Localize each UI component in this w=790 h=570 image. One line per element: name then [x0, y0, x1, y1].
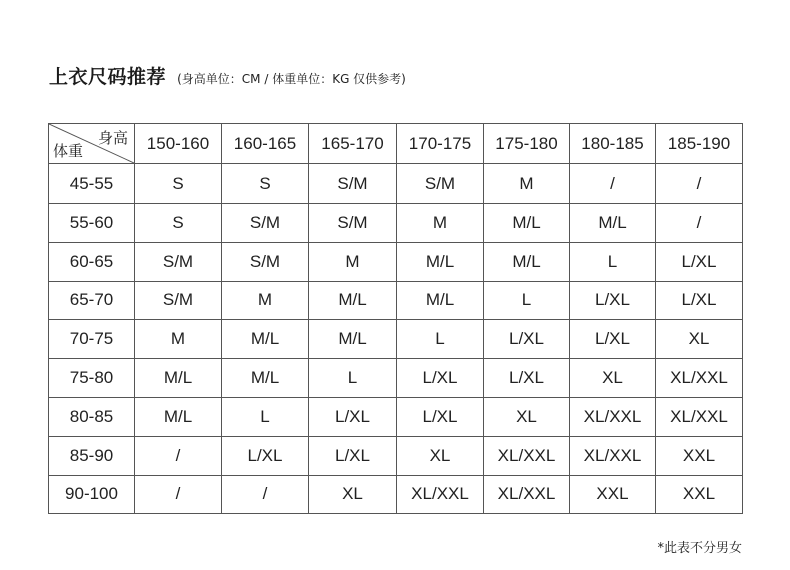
size-cell: XL/XXL	[570, 397, 656, 436]
size-cell: M	[309, 242, 397, 281]
size-chart-table	[48, 123, 743, 514]
size-cell: /	[570, 164, 656, 204]
size-cell: S/M	[135, 242, 222, 281]
size-cell: XL/XXL	[484, 475, 570, 514]
size-cell: XL	[570, 359, 656, 398]
size-cell: XL/XXL	[656, 397, 743, 436]
page-subtitle: (身高单位：CM / 体重单位：KG 仅供参考)	[177, 72, 406, 86]
height-header-cell: 165-170	[309, 124, 397, 164]
size-cell: L/XL	[309, 397, 397, 436]
size-cell: M/L	[135, 359, 222, 398]
size-cell: L/XL	[656, 281, 743, 320]
size-cell: M/L	[397, 242, 484, 281]
weight-cell: 45-55	[49, 164, 135, 204]
size-cell: XL/XXL	[484, 436, 570, 475]
table-row	[49, 475, 743, 514]
table-row	[49, 359, 743, 398]
size-cell: /	[135, 475, 222, 514]
size-cell: XL	[484, 397, 570, 436]
size-cell: S	[222, 164, 309, 204]
size-cell: /	[656, 204, 743, 243]
size-cell: XL	[397, 436, 484, 475]
size-cell: L/XL	[397, 397, 484, 436]
size-cell: XL	[309, 475, 397, 514]
header-row	[49, 124, 743, 164]
size-cell: S/M	[309, 204, 397, 243]
size-cell: XL	[656, 320, 743, 359]
size-cell: M/L	[397, 281, 484, 320]
size-cell: M	[397, 204, 484, 243]
size-cell: S/M	[309, 164, 397, 204]
size-cell: M/L	[222, 359, 309, 398]
size-cell: XXL	[570, 475, 656, 514]
table-row	[49, 242, 743, 281]
size-cell: L/XL	[570, 320, 656, 359]
height-axis-label: 身高	[97, 129, 128, 147]
size-cell: /	[656, 164, 743, 204]
size-cell: XL/XXL	[570, 436, 656, 475]
size-cell: /	[222, 475, 309, 514]
size-cell: L/XL	[222, 436, 309, 475]
footnote: *此表不分男女	[657, 541, 742, 556]
table-row	[49, 397, 743, 436]
height-header-cell: 170-175	[397, 124, 484, 164]
size-cell: L	[309, 359, 397, 398]
size-cell: S	[135, 164, 222, 204]
size-cell: L/XL	[397, 359, 484, 398]
size-cell: L/XL	[570, 281, 656, 320]
size-cell: S/M	[135, 281, 222, 320]
title-row	[49, 62, 406, 89]
size-cell: /	[135, 436, 222, 475]
weight-cell: 60-65	[49, 242, 135, 281]
size-cell: L/XL	[484, 320, 570, 359]
size-cell: M	[222, 281, 309, 320]
weight-cell: 90-100	[49, 475, 135, 514]
weight-cell: 80-85	[49, 397, 135, 436]
table-row	[49, 164, 743, 204]
weight-cell: 75-80	[49, 359, 135, 398]
size-cell: S/M	[397, 164, 484, 204]
height-header-cell: 160-165	[222, 124, 309, 164]
page-title: 上衣尺码推荐	[49, 66, 167, 88]
table-row	[49, 436, 743, 475]
size-cell: L	[222, 397, 309, 436]
size-cell: XL/XXL	[656, 359, 743, 398]
corner-header-cell	[49, 124, 135, 164]
table-row	[49, 281, 743, 320]
weight-cell: 55-60	[49, 204, 135, 243]
weight-axis-label: 体重	[53, 142, 84, 160]
size-cell: M/L	[484, 242, 570, 281]
size-cell: L	[484, 281, 570, 320]
weight-cell: 85-90	[49, 436, 135, 475]
size-cell: S/M	[222, 242, 309, 281]
size-cell: S	[135, 204, 222, 243]
size-cell: XXL	[656, 475, 743, 514]
size-cell: M/L	[222, 320, 309, 359]
size-cell: L	[570, 242, 656, 281]
size-cell: S/M	[222, 204, 309, 243]
size-cell: XL/XXL	[397, 475, 484, 514]
height-header-cell: 180-185	[570, 124, 656, 164]
size-cell: M/L	[309, 320, 397, 359]
size-cell: M/L	[135, 397, 222, 436]
height-header-cell: 175-180	[484, 124, 570, 164]
size-cell: L/XL	[309, 436, 397, 475]
height-header-cell: 185-190	[656, 124, 743, 164]
size-cell: M/L	[570, 204, 656, 243]
size-table-body	[49, 164, 743, 514]
weight-cell: 65-70	[49, 281, 135, 320]
size-cell: M/L	[309, 281, 397, 320]
size-cell: L	[397, 320, 484, 359]
table-row	[49, 320, 743, 359]
weight-cell: 70-75	[49, 320, 135, 359]
height-header-cell: 150-160	[135, 124, 222, 164]
size-cell: XXL	[656, 436, 743, 475]
size-cell: L/XL	[484, 359, 570, 398]
size-cell: L/XL	[656, 242, 743, 281]
size-cell: M/L	[484, 204, 570, 243]
table-row	[49, 204, 743, 243]
size-cell: M	[484, 164, 570, 204]
size-cell: M	[135, 320, 222, 359]
